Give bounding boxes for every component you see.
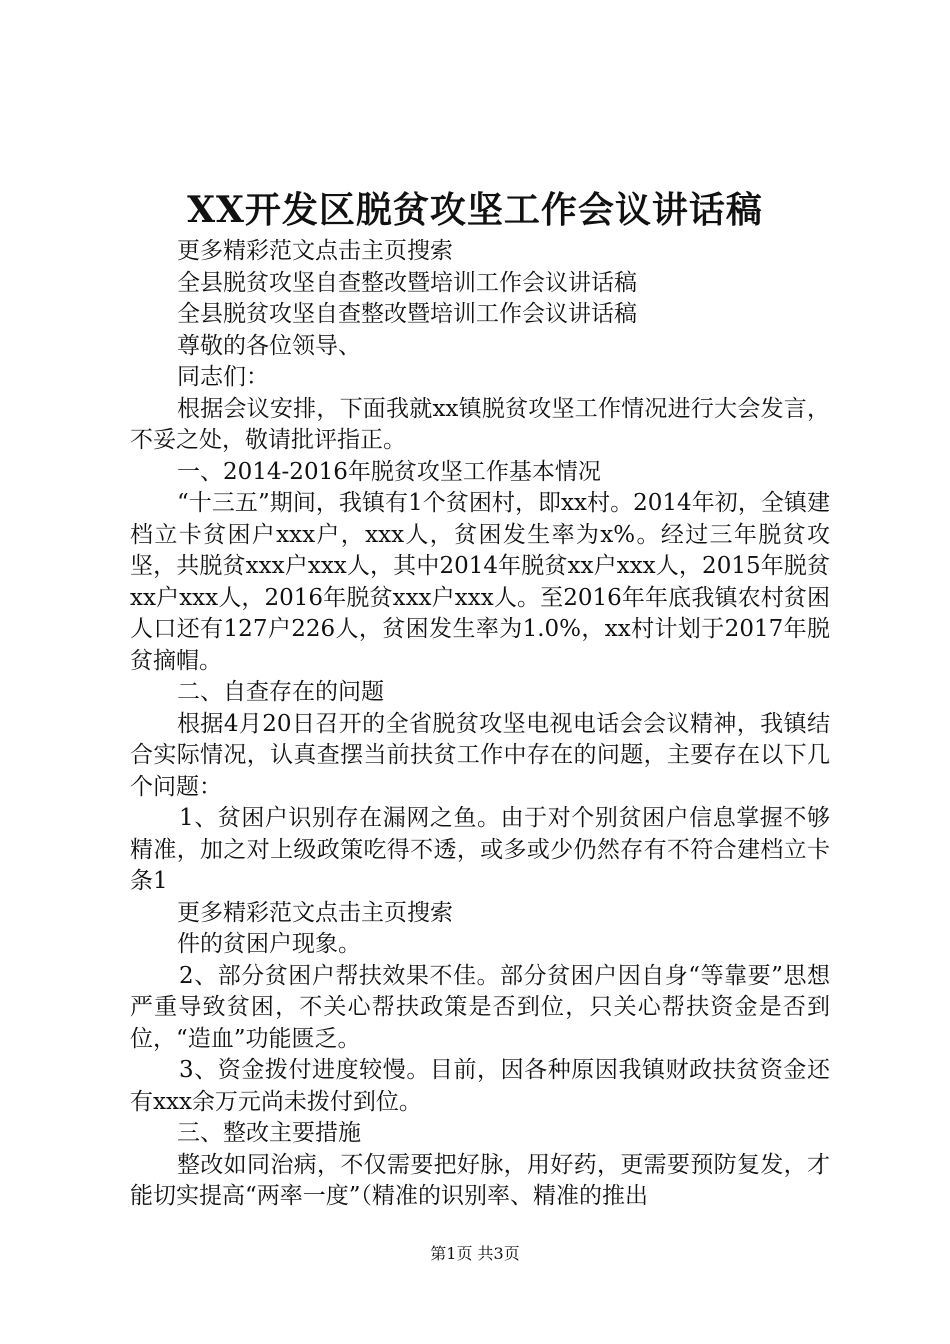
paragraph: 根据4月20日召开的全省脱贫攻坚电视电话会会议精神，我镇结合实际情况，认真查摆当前扶贫工作中存在的问题，主要存在以下几个问题： [130,710,830,800]
section-heading: 二、自查存在的问题 [177,679,384,705]
paragraph: 尊敬的各位领导、 [177,332,361,359]
document-body [130,236,830,1213]
section-heading: 三、整改主要措施 [177,1120,361,1146]
paragraph: 整改如同治病，不仅需要把好脉，用好药，更需要预防复发，才能切实提高“两率一度”（精准的识别率、精准的推出 [130,1151,830,1209]
paragraph: 全县脱贫攻坚自查整改暨培训工作会议讲话稿 [177,269,637,296]
section-heading: 一、2014-2016年脱贫攻坚工作基本情况 [177,458,601,485]
paragraph: 2、部分贫困户帮扶效果不佳。部分贫困户因自身“等靠要”思想严重导致贫困，不关心帮扶政策是否到位，只关心帮扶资金是否到位，“造血”功能匮乏。 [130,962,830,1052]
paragraph: 全县脱贫攻坚自查整改暨培训工作会议讲话稿 [177,301,637,327]
paragraph: 件的贫困户现象。 [177,931,361,957]
paragraph: 根据会议安排，下面我就xx镇脱贫攻坚工作情况进行大会发言，不妥之处，敬请批评指正。 [130,395,830,453]
paragraph: 更多精彩范文点击主页搜索 [177,238,453,264]
document-title: XX开发区脱贫攻坚工作会议讲话稿 [187,189,763,231]
paragraph: 更多精彩范文点击主页搜索 [177,899,453,926]
page-footer: 第1页 共3页 [430,1244,520,1263]
paragraph: 1、贫困户识别存在漏网之鱼。由于对个别贫困户信息掌握不够精准，加之对上级政策吃得不透，或多或少仍然存有不符合建档立卡条1 [130,805,830,894]
paragraph: 3、资金拨付进度较慢。目前，因各种原因我镇财政扶贫资金还有xxx余万元尚未拨付到位。 [130,1057,830,1115]
paragraph: “十三五”期间，我镇有1个贫困村，即xx村。2014年初，全镇建档立卡贫困户xxx户，xxx人，贫困发生率为x%。经过三年脱贫攻坚，共脱贫xxx户xxx人，其中2014年脱贫xx户xxx人，2015年脱贫xx户xxx人，2016年脱贫xxx户xxx人。至2016年年底我镇农村贫困人口还有127户226人，贫困发生率为1.0%，xx村计划于2017年脱贫摘帽。 [130,490,830,674]
paragraph: 同志们： [177,364,269,390]
